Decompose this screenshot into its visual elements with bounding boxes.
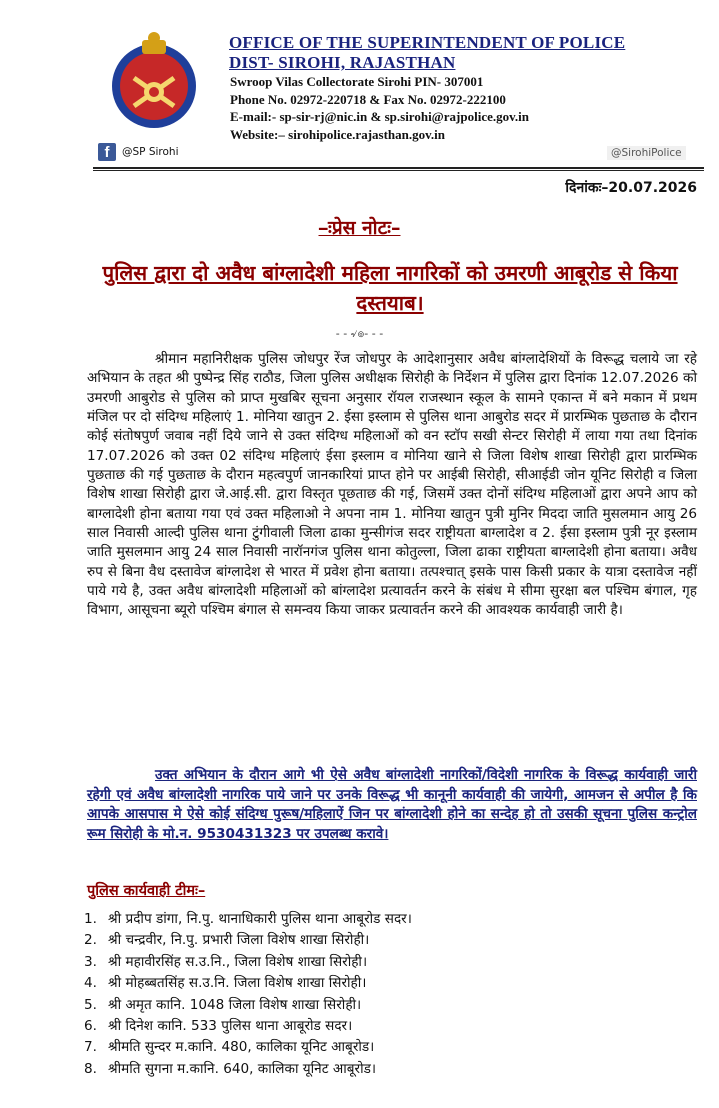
rajasthan-police-emblem xyxy=(102,26,206,134)
office-title-line2: DIST- SIROHI, RAJASTHAN xyxy=(229,53,456,72)
address: Swroop Vilas Collectorate Sirohi PIN- 307001 xyxy=(230,74,484,89)
list-item: 3. श्री महावीरसिंह स.उ.नि., जिला विशेष शाखा सिरोही। xyxy=(84,953,368,970)
list-item: 2. श्री चन्द्रवीर, नि.पु. प्रभारी जिला विशेष शाखा सिरोही। xyxy=(84,932,370,949)
list-item: 7. श्रीमति सुन्दर म.कानि. 480, कालिका यूनिट आबूरोड। xyxy=(84,1039,375,1056)
facebook-handle xyxy=(98,142,179,162)
phone: Phone No. 02972-220718 & Fax No. 02972-222100 xyxy=(230,91,506,107)
header-divider-thin xyxy=(93,170,704,171)
list-item: 1. श्री प्रदीप डांगा, नि.पु. थानाधिकारी पुलिस थाना आबूरोड सदर। xyxy=(84,911,412,927)
team-title: पुलिस कार्यवाही टीमः– xyxy=(87,883,206,899)
office-title xyxy=(229,33,625,73)
contact-block xyxy=(230,73,529,143)
document-date: दिनांकः–20.07.2026 xyxy=(565,180,697,196)
website: Website:– sirohipolice.rajasthan.gov.in xyxy=(230,126,445,142)
press-note-heading xyxy=(0,214,719,240)
ornament-divider: - - ৵๏‐ - - xyxy=(335,327,384,340)
email: E-mail:- sp-sir-rj@nic.in & sp.sirohi@rajpolice.gov.in xyxy=(230,109,529,124)
facebook-handle-text: @SP Sirohi xyxy=(122,146,179,158)
header-divider xyxy=(93,167,704,169)
body-paragraph: श्रीमान महानिरीक्षक पुलिस जोधपुर रेंज जोधपुर के आदेशानुसार अवैध बांग्लादेशियों के विरूद्ध चलाये जा रहे अभियान के तहत श्री पुष्पेन्द्र सिंह राठौड, जिला पुलिस अधीक्षक सिरोही के निर्देशन में पुलिस द्वारा दिनांक 12.07.2026 को उमरणी आबुरोड से पुलिस को प्राप्त मुखबिर सूचना अनुसार रॉयल राजस्थान स्कूल के सामने एकान्त में बने मकान में प्रथम मंजिल पर दो संदिग्ध महिलाएं 1. मोनिया खातुन 2. ईसा इस्लाम से पुलिस थाना आबुरोड सदर में प्रारम्भिक पुछताछ के दौरान कोई संतोषपुर्ण जवाब नहीं दिये जाने से उक्त संदिग्ध महिलाओं को वन स्टॉप सखी सेन्टर सिरोही में लाया गया तथा दिनांक 17.07.2026 को उक्त 02 संदिग्ध महिलाएं ईसा इस्लाम व मोनिया खाने से जिला विशेष शाखा सिरोही द्वारा प्रारम्भिक पुछताछ की गई पुछताछ के दौरान महत्वपुर्ण जानकारियां प्राप्त होने पर आईबी सिरोही, सीआईडी जोन यूनिट सिरोही व जिला विशेष शाखा सिरोही द्वारा जे.आई.सी. द्वारा विस्तृत पूछताछ की गई, जिसमें उक्त दोनों संदिग्ध महिलाओं द्वारा अपने आप को बाग्लादेशी होना बताया गया एवं उक्त महिलाओ ने अपना नाम 1. मोनिया खातुन पुत्री मुनिर मिददा जाति मुसलमान आयु 26 साल निवासी आल्दी पुलिस थाना टुंगीवाली जिला ढाका मुन्सीगंज सदर राष्ट्रीयता बाग्लादेश व 2. ईसा इस्लाम पुत्री नूर इस्लाम जाति मुसलमान आयु 24 साल निवासी नारॉनगंज पुलिस थाना कोतुल्ला, जिला ढाका राष्ट्रीयता बाग्लादेशी होना बताया। अवैध रुप से बिना वैध दस्तावेज बांग्लादेश से भारत में प्रवेश होना बताया। तत्पश्चात् इसके पास किसी प्रकार के यात्रा दस्तावेज नहीं पाये गये है, उक्त अवैध बांग्लादेशी महिलाओं को बांग्लादेश प्रत्यावर्तन करने के संबंध मे सीमा सुरक्षा बल पश्चिम बंगाल, गृह विभाग, आसूचना ब्यूरो पश्चिम बंगाल से समन्वय किया जाकर प्रत्यावर्तन करने की आवश्यक कार्यवाही जारी है। xyxy=(87,351,697,619)
list-item: 5. श्री अमृत कानि. 1048 जिला विशेष शाखा सिरोही। xyxy=(84,996,362,1013)
list-item: 4. श्री मोहब्बतसिंह स.उ.नि. जिला विशेष शाखा सिरोही। xyxy=(84,975,367,992)
facebook-icon: f xyxy=(98,143,116,161)
office-title-line1: OFFICE OF THE SUPERINTENDENT OF POLICE xyxy=(229,33,626,52)
public-appeal: उक्त अभियान के दौरान आगे भी ऐसे अवैध बांग्लादेशी नागरिकों/विदेशी नागरिक के विरूद्ध कार्यवाही जारी रहेगी एवं अवैध बांग्लादेशी नागरिक पाये जाने पर उनके विरूद्ध भी कानूनी कार्यवाही की जायेगी, आमजन से अपील है कि आपके आसपास मे ऐसे कोई संदिग्ध पुरूष/महिलाऐं जिन पर बांग्लादेशी होने का सन्देह हो तो उसकी सूचना पुलिस कन्ट्रोल रूम सिरोही के मो.न. 9530431323 पर उपलब्ध करावे। xyxy=(87,767,697,842)
headline: पुलिस द्वारा दो अवैध बांग्लादेशी महिला नागरिकों को उमरणी आबूरोड से किया दस्तयाब। xyxy=(102,261,678,315)
team-list xyxy=(84,909,412,1080)
twitter-handle: @SirohiPolice xyxy=(607,146,686,160)
list-item: 6. श्री दिनेश कानि. 533 पुलिस थाना आबूरोड सदर। xyxy=(84,1018,353,1035)
list-item: 8. श्रीमति सुगना म.कानि. 640, कालिका यूनिट आबूरोड। xyxy=(84,1060,377,1077)
press-note-text: –ःप्रेस नोटः– xyxy=(318,217,401,239)
